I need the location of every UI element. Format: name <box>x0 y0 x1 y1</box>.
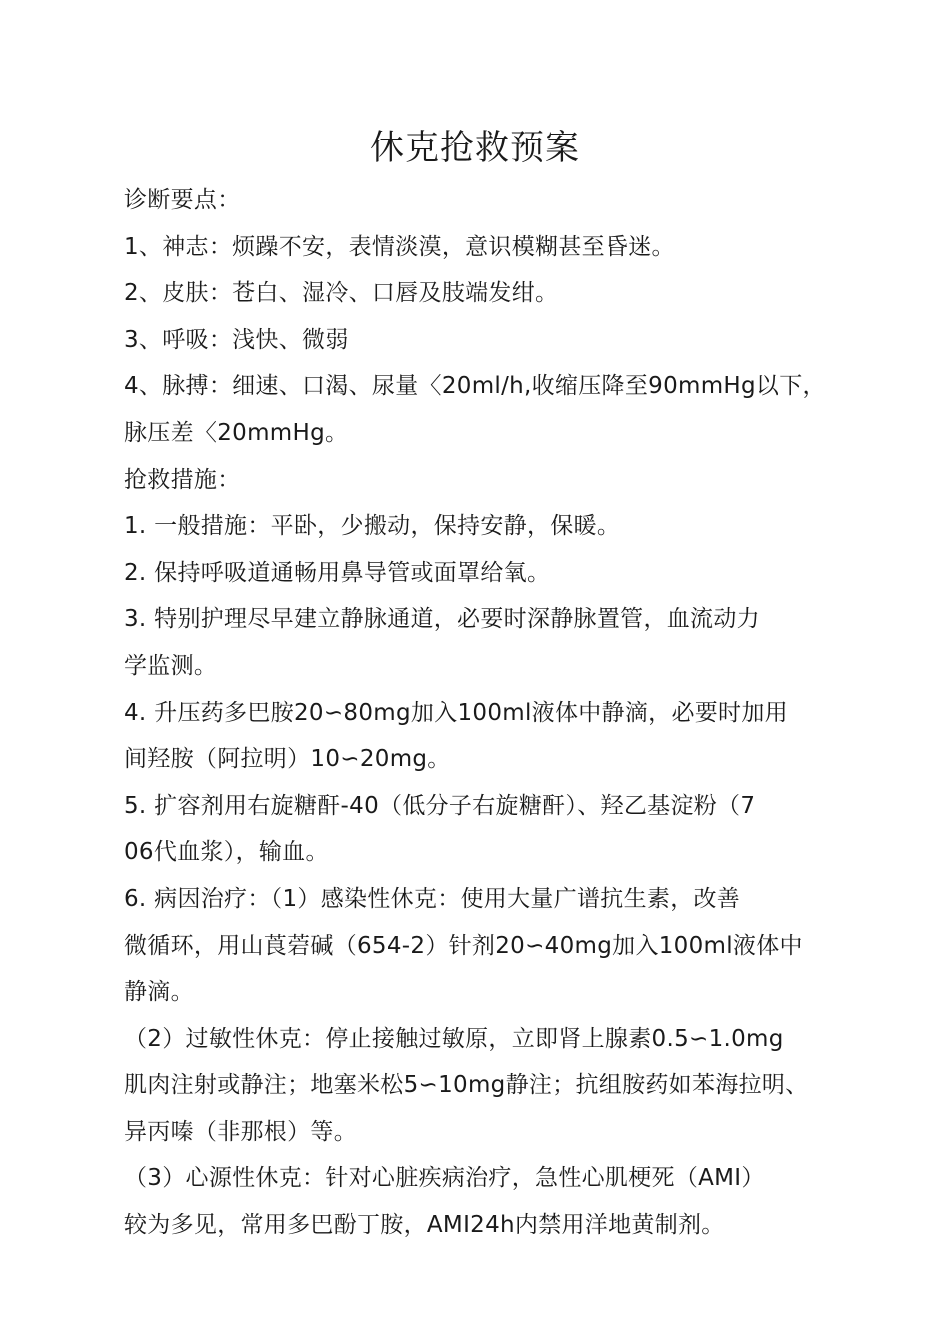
paragraph-line: 微循环，用山莨菪碱（654-2）针剂20∽40mg加入100ml液体中 <box>124 932 803 959</box>
paragraph-line: 肌肉注射或静注；地塞米松5∽10mg静注；抗组胺药如苯海拉明、 <box>124 1072 809 1099</box>
section-heading-diagnosis: 诊断要点： <box>124 187 241 213</box>
paragraph-line: 学监测。 <box>124 652 218 679</box>
paragraph-line: 脉压差〈20mmHg。 <box>124 419 349 446</box>
paragraph-line: 4. 升压药多巴胺20∽80mg加入100ml液体中静滴，必要时加用 <box>124 699 788 726</box>
document-body <box>124 177 844 1249</box>
paragraph-line: 间羟胺（阿拉明）10∽20mg。 <box>124 746 451 773</box>
paragraph-line: 4、脉搏：细速、口渴、尿量〈20ml/h,收缩压降至90mmHg以下， <box>124 373 826 400</box>
section-heading-rescue: 抢救措施： <box>124 466 241 493</box>
paragraph-line: 1、神志：烦躁不安，表情淡漠，意识模糊甚至昏迷。 <box>124 233 675 260</box>
document-title: 休克抢救预案 <box>370 128 580 168</box>
paragraph-line: 3. 特别护理尽早建立静脉通道，必要时深静脉置管，血流动力 <box>124 606 760 633</box>
paragraph-line: 异丙嗪（非那根）等。 <box>124 1118 357 1145</box>
paragraph-line: 较为多见，常用多巴酚丁胺，AMI24h内禁用洋地黄制剂。 <box>124 1212 725 1239</box>
paragraph-line: 6. 病因治疗：（1）感染性休克：使用大量广谱抗生素，改善 <box>124 885 741 912</box>
paragraph-line: （3）心源性休克：针对心脏疾病治疗，急性心肌梗死（AMI） <box>124 1165 765 1192</box>
paragraph-line: 3、呼吸：浅快、微弱 <box>124 326 349 353</box>
paragraph-line: 06代血浆），输血。 <box>124 839 329 866</box>
paragraph-line: 1. 一般措施：平卧，少搬动，保持安静，保暖。 <box>124 513 621 540</box>
paragraph-line: （2）过敏性休克：停止接触过敏原，立即肾上腺素0.5∽1.0mg <box>124 1025 784 1052</box>
paragraph-line: 5. 扩容剂用右旋糖酐-40（低分子右旋糖酐）、羟乙基淀粉（7 <box>124 792 756 819</box>
paragraph-line: 2. 保持呼吸道通畅用鼻导管或面罩给氧。 <box>124 559 551 586</box>
paragraph-line: 2、皮肤：苍白、湿冷、口唇及肢端发绀。 <box>124 280 559 307</box>
paragraph-line: 静滴。 <box>124 979 194 1006</box>
